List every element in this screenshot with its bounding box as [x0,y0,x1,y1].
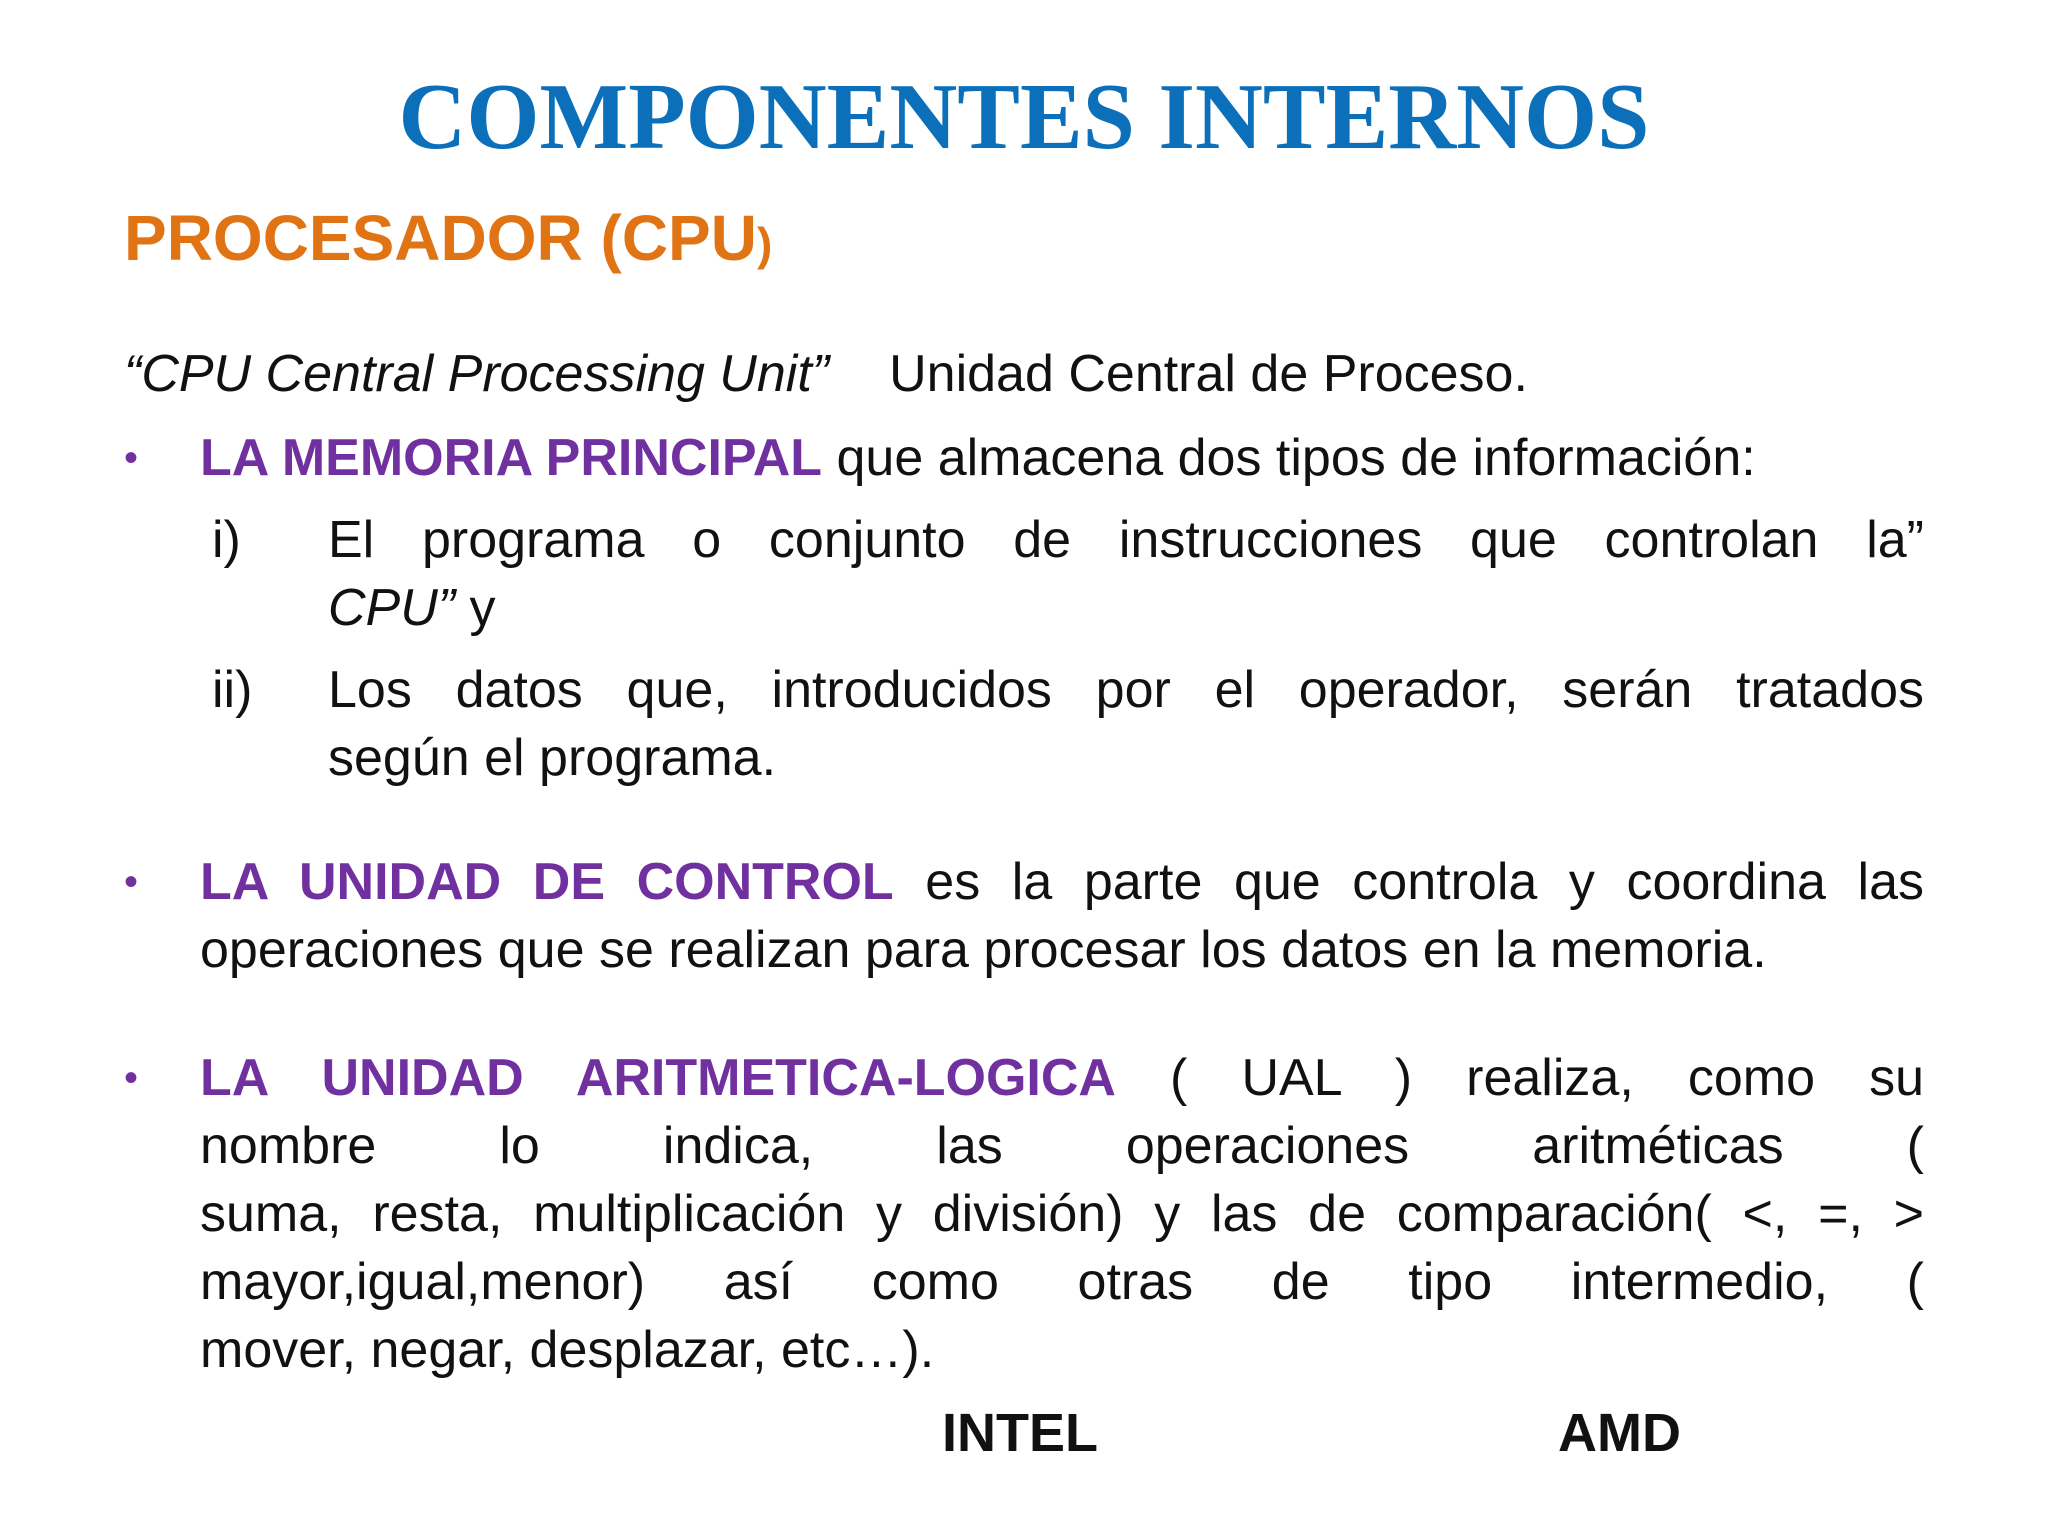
item-i-y: y [455,579,496,637]
control-text: es la parte que controla y coordina las [893,853,1924,911]
bullet-ual: • [124,1056,139,1100]
memoria-text: que almacena dos tipos de información: [822,429,1756,487]
control-heading: LA UNIDAD DE CONTROL [200,853,894,911]
brand-intel: INTEL [942,1403,1098,1463]
item-ii-line2: según el programa. [328,729,777,787]
ual-heading: LA UNIDAD ARITMETICA-LOGICA [200,1049,1116,1107]
subtitle-text: PROCESADOR (CPU [124,202,757,274]
section-subtitle [124,198,772,284]
item-ii-line1: Los datos que, introducidos por el operador, serán tratados [328,661,1924,719]
ual-line2: nombre lo indica, las operaciones aritméticas ( [200,1117,1924,1175]
item-marker-ii: ii) [212,661,253,719]
subtitle-close-paren: ) [756,218,773,270]
intro-line [124,340,1528,408]
bullet-memoria: • [124,436,139,480]
ual-line3: suma, resta, multiplicación y división) y las de comparación( <, =, > [200,1185,1924,1243]
memoria-line [200,424,1756,492]
item-i-line1: El programa o conjunto de instrucciones que controlan la” [328,511,1924,569]
control-line2: operaciones que se realizan para procesar los datos en la memoria. [200,921,1767,979]
ual-text: ( UAL ) realiza, como su [1115,1049,1924,1107]
bullet-control: • [124,860,139,904]
brand-amd: AMD [1558,1403,1681,1463]
control-line1 [200,848,1924,916]
item-marker-i: i) [212,511,241,569]
intro-text: Unidad Central de Proceso. [889,345,1528,403]
ual-line4: mayor,igual,menor) así como otras de tipo intermedio, ( [200,1253,1924,1311]
intro-quote: “CPU Central Processing Unit” [124,345,830,403]
page-title: COMPONENTES INTERNOS [398,65,1650,169]
memoria-heading: LA MEMORIA PRINCIPAL [200,429,823,487]
item-i-line2 [328,574,496,642]
ual-line1 [200,1044,1924,1112]
item-i-cpu: CPU” [328,579,456,637]
ual-line5: mover, negar, desplazar, etc…). [200,1321,935,1379]
